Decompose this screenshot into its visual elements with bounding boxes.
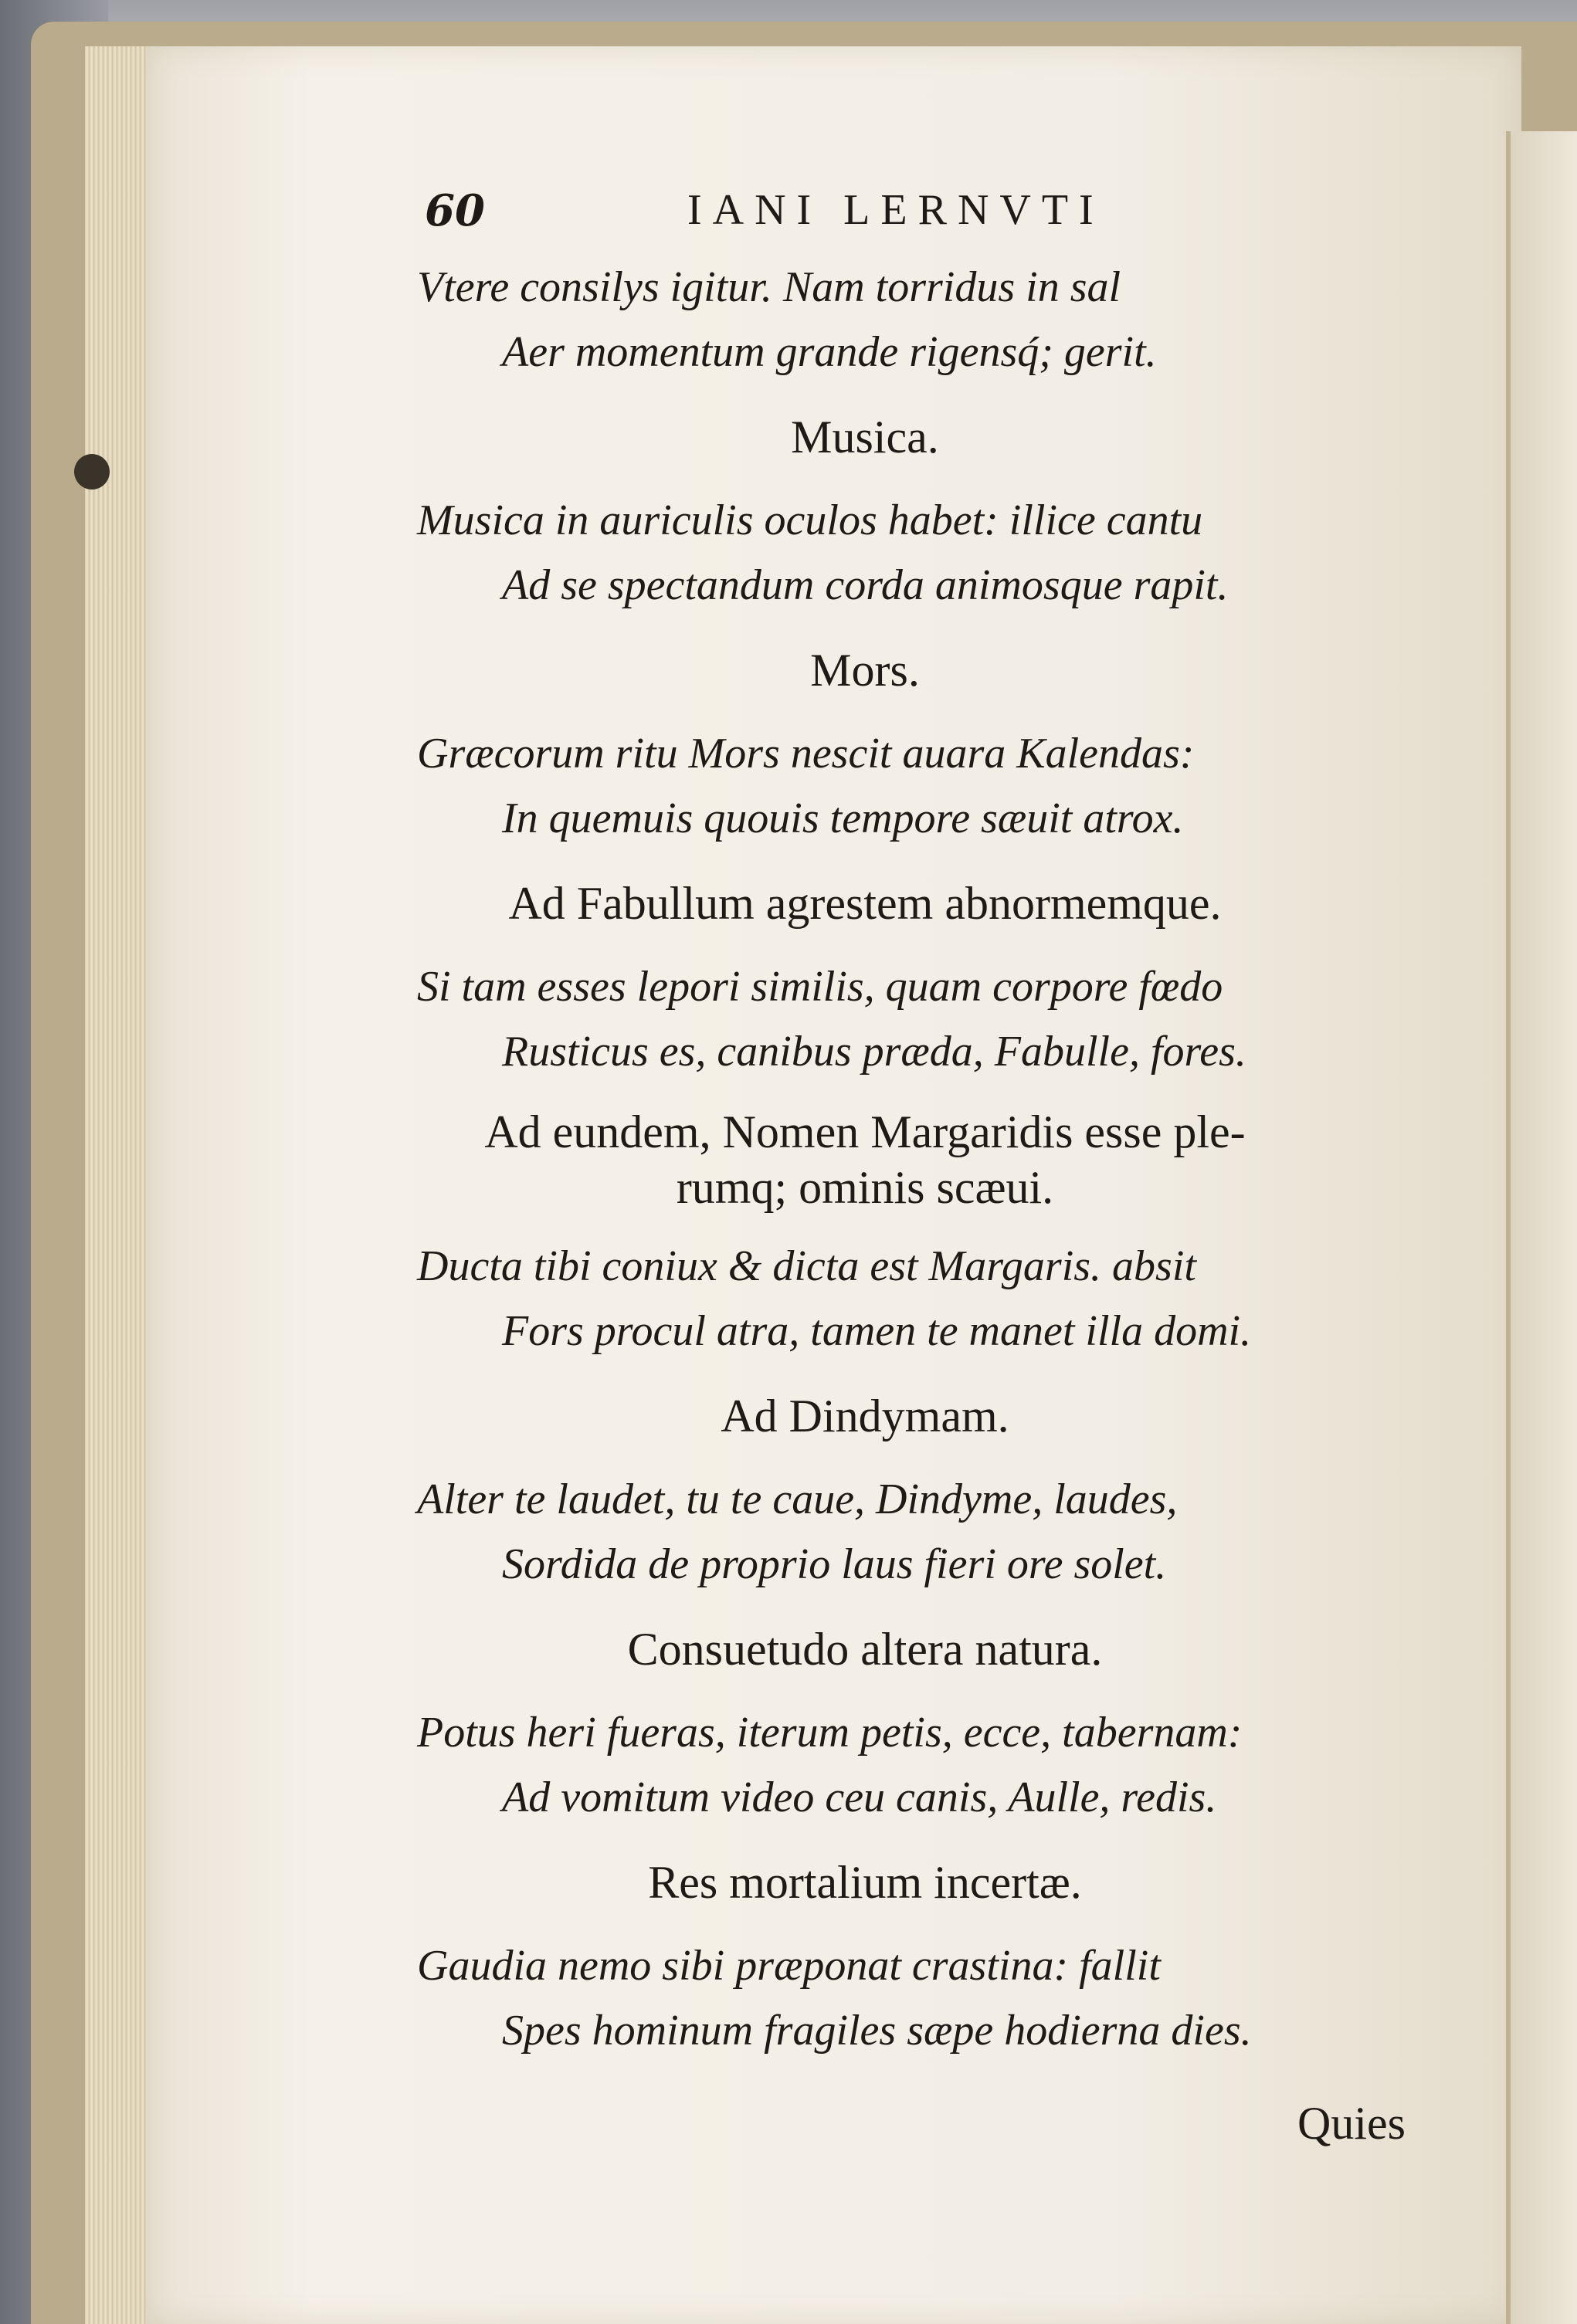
catchword: Quies xyxy=(1297,2098,1406,2149)
opening-couplet xyxy=(386,255,1467,385)
verse-line: Fors procul atra, tamen te manet illa domi. xyxy=(502,1307,1252,1355)
verse-line: Sordida de proprio laus fieri ore solet. xyxy=(502,1540,1167,1588)
verse-line: Potus heri fueras, iterum petis, ecce, tabernam: xyxy=(417,1709,1243,1757)
verse-line: Gaudia nemo sibi præponat crastina: fallit xyxy=(417,1942,1161,1990)
epigram-ad-dindymam xyxy=(386,1384,1467,1597)
epigram-title: Ad Fabullum agrestem abnormemque. xyxy=(508,878,1222,929)
epigram-title: Ad Dindymam. xyxy=(721,1391,1009,1441)
epigram-mors xyxy=(386,638,1467,851)
epigram-title: Mors. xyxy=(810,645,920,696)
epigram-title: Musica. xyxy=(791,412,939,462)
epigram-ad-eundem xyxy=(386,1104,1467,1364)
verse-line: In quemuis quouis tempore sæuit atrox. xyxy=(502,794,1184,842)
epigram-title xyxy=(378,1104,1351,1215)
epigram-title: Consuetudo altera natura. xyxy=(627,1624,1103,1675)
binding-hole xyxy=(74,454,110,490)
epigram-consuetudo xyxy=(386,1617,1467,1830)
facing-page-edge xyxy=(1506,131,1577,2324)
epigram-title: Res mortalium incertæ. xyxy=(648,1857,1082,1908)
page-edges xyxy=(85,46,154,2324)
running-head xyxy=(425,185,1236,255)
verse-line: Ad vomitum video ceu canis, Aulle, redis. xyxy=(502,1773,1217,1821)
verse-line: Vtere consilys igitur. Nam torridus in sal xyxy=(417,263,1121,311)
verse-line: Si tam esses lepori similis, quam corpore fœdo xyxy=(417,963,1223,1011)
page-number: 60 xyxy=(425,185,485,236)
epigram-res-mortalium xyxy=(386,1850,1467,2063)
verse-line: Græcorum ritu Mors nescit auara Kalendas: xyxy=(417,730,1195,777)
verse-line: Rusticus es, canibus præda, Fabulle, fores. xyxy=(502,1028,1246,1076)
epigram-musica xyxy=(386,405,1467,618)
verse-line: Aer momentum grande rigensq́; gerit. xyxy=(502,328,1157,376)
verse-line: Musica in auriculis oculos habet: illice cantu xyxy=(417,496,1203,544)
verse-line: Spes hominum fragiles sæpe hodierna dies. xyxy=(502,2007,1252,2055)
epigram-ad-fabullum xyxy=(386,871,1467,1084)
epigram-title-line: rumq; ominis scæui. xyxy=(676,1162,1054,1213)
verse-line: Ad se spectandum corda animosque rapit. xyxy=(502,561,1229,609)
running-title: IANI LERNVTI xyxy=(687,186,1104,234)
epigram-title-line: Ad eundem, Nomen Margaridis esse ple- xyxy=(484,1106,1246,1157)
verse-line: Alter te laudet, tu te caue, Dindyme, laudes, xyxy=(417,1475,1178,1523)
page-text xyxy=(386,185,1467,2150)
verse-line: Ducta tibi coniux & dicta est Margaris. absit xyxy=(417,1242,1196,1290)
